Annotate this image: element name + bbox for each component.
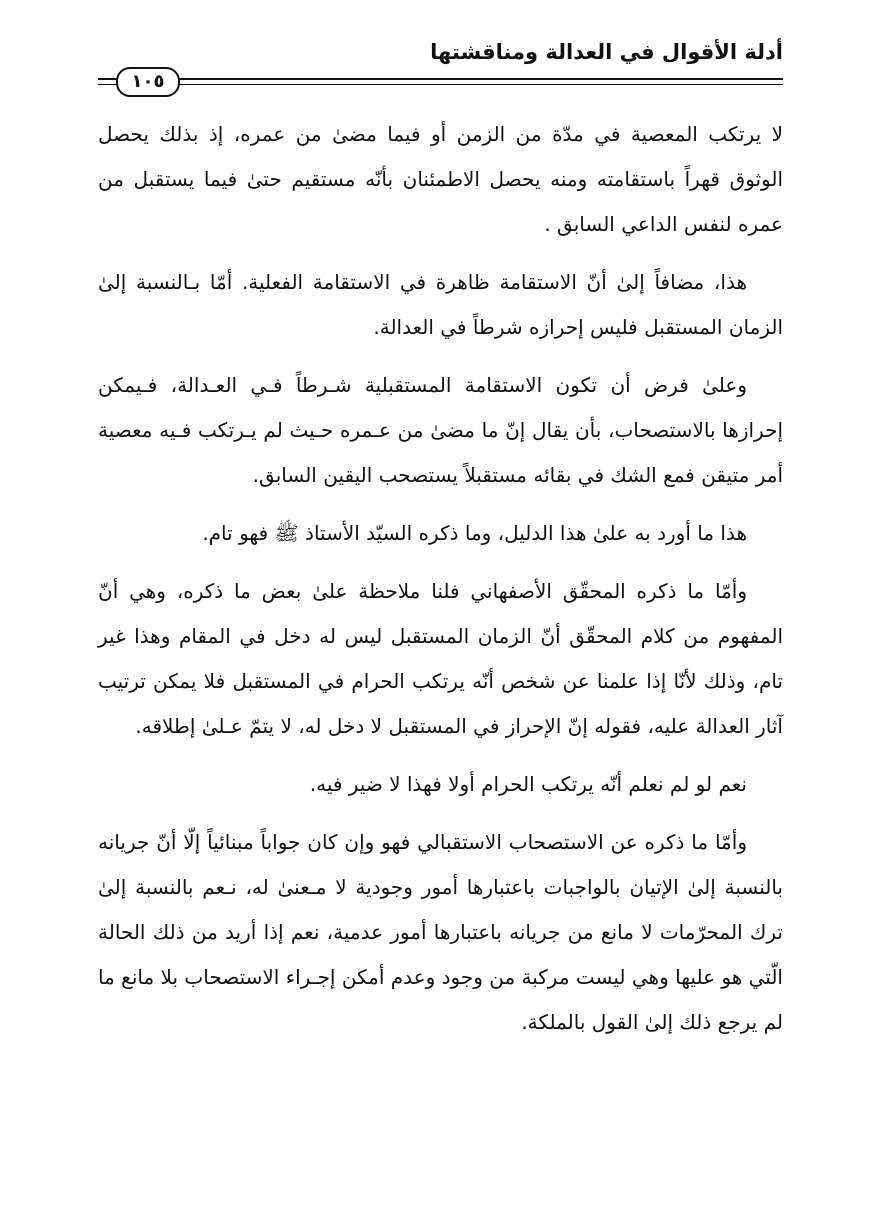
paragraph-6: نعم لو لم نعلم أنّه يرتكب الحرام أولا فهذا لا ضير فيه. bbox=[309, 772, 747, 796]
paragraph-3: وعلىٰ فرض أن تكون الاستقامة المستقبلية شـرطاً فـي العـدالة، فـيمكن إحرازها بالاستصحاب، بأن يقال إنّ ما مضىٰ من عـمره حـيث لم يـرتكب فـيه معصية أمر متيقن فمع الشك في بقائه مستقبلاً يستصحب اليقين السابق. bbox=[98, 373, 783, 487]
paragraph-1: لا يرتكب المعصية في مدّة من الزمن أو فيما مضىٰ من عمره، إذ بذلك يحصل الوثوق قهراً باستقامته ومنه يحصل الاطمئنان بأنّه مستقيم حتىٰ فيما يستقبل من عمره لنفس الداعي السابق . bbox=[98, 122, 783, 236]
paragraph-2: هذا، مضافاً إلىٰ أنّ الاستقامة ظاهرة في الاستقامة الفعلية. أمّا بـالنسبة إلىٰ الزمان المستقبل فليس إحرازه شرطاً في العدالة. bbox=[98, 270, 783, 339]
paragraph-4: هذا ما أورد به علىٰ هذا الدليل، وما ذكره السيّد الأستاذ ﷺ فهو تام. bbox=[202, 521, 747, 545]
running-title: أدلة الأقوال في العدالة ومناقشتها bbox=[430, 40, 783, 64]
page-header bbox=[98, 34, 783, 94]
page-number: ١٠٥ bbox=[116, 67, 180, 97]
header-rule-thin bbox=[98, 84, 783, 85]
header-rule-thick bbox=[98, 78, 783, 80]
paragraph-5: وأمّا ما ذكره المحقّق الأصفهاني فلنا ملاحظة علىٰ بعض ما ذكره، وهي أنّ المفهوم من كلام المحقّق أنّ الزمان المستقبل ليس له دخل في المقام وهذا غير تام، وذلك لأنّا إذا علمنا عن شخص أنّه يرتكب الحرام في المستقبل فلا يمكن ترتيب آثار العدالة عليه، فقوله إنّ الإحراز في المستقبل لا دخل له، لا يتمّ عـلىٰ إطلاقه. bbox=[98, 579, 783, 738]
page-body bbox=[98, 112, 783, 1058]
paragraph-7: وأمّا ما ذكره عن الاستصحاب الاستقبالي فهو وإن كان جواباً مبنائياً إلّا أنّ جريانه بالنسبة إلىٰ الإتيان بالواجبات باعتبارها أمور وجودية لا مـعنىٰ له، نـعم بالنسبة إلىٰ ترك المحرّمات لا مانع من جريانه باعتبارها أمور عدمية، نعم إذا أريد من ذلك الحالة الّتي هو عليها وهي ليست مركبة من وجود وعدم أمكن إجـراء الاستصحاب بلا مانع ما لم يرجع ذلك إلىٰ القول بالملكة. bbox=[98, 830, 783, 1034]
